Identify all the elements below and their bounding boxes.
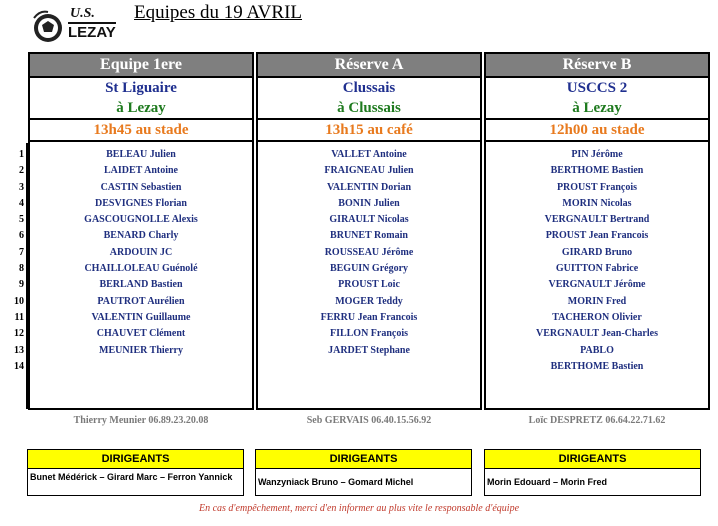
player-name: VERGNAULT Jérôme xyxy=(548,279,646,291)
player-name: FILLON François xyxy=(329,328,409,340)
dirigeants-box xyxy=(484,449,701,496)
match-place: à Lezay xyxy=(572,100,622,116)
player-name: MOGER Teddy xyxy=(335,295,403,307)
player-number-list xyxy=(8,147,24,375)
dirigeants-names: Wanzyniack Bruno – Gomard Michel xyxy=(258,477,414,487)
footer-note: En cas d'empêchement, merci d'en informer au plus vite le responsable d'équipe xyxy=(198,503,520,514)
player-name: BRUNET Romain xyxy=(330,230,408,242)
dirigeants-names: Morin Edouard – Morin Fred xyxy=(487,477,608,487)
player-name: JARDET Stephane xyxy=(328,344,410,356)
opponent-name: St Liguaire xyxy=(105,80,177,96)
match-info xyxy=(486,78,708,120)
logo-text-top: U.S. xyxy=(70,6,95,21)
team-header: Réserve B xyxy=(486,54,708,78)
player-name: VALENTIN Dorian xyxy=(327,181,411,193)
player-number: 9 xyxy=(19,279,24,291)
player-name: BEGUIN Grégory xyxy=(329,263,409,275)
opponent-name: USCCS 2 xyxy=(566,80,628,96)
player-name: LAIDET Antoine xyxy=(103,165,178,177)
player-name: PAUTROT Aurélien xyxy=(97,295,185,307)
team-contact: Loïc DESPRETZ 06.64.22.71.62 xyxy=(528,415,666,426)
player-name: PROUST Loic xyxy=(338,279,400,291)
player-name: MEUNIER Thierry xyxy=(99,344,183,356)
club-logo xyxy=(30,6,116,46)
player-name: GIRAULT Nicolas xyxy=(329,214,409,226)
opponent-name: Clussais xyxy=(342,80,396,96)
team-contact: Seb GERVAIS 06.40.15.56.92 xyxy=(306,415,432,426)
player-number: 1 xyxy=(19,149,24,160)
player-number: 11 xyxy=(14,311,24,323)
player-name: BONIN Julien xyxy=(338,197,400,209)
player-name: GUITTON Fabrice xyxy=(555,263,639,275)
player-name: CASTIN Sebastien xyxy=(100,181,182,193)
player-name: VALLET Antoine xyxy=(331,149,407,160)
match-place: à Lezay xyxy=(116,100,166,116)
team-column-reserve-b xyxy=(484,52,710,410)
player-list xyxy=(486,142,708,375)
dirigeants-title: DIRIGEANTS xyxy=(485,450,700,469)
match-place: à Clussais xyxy=(337,100,401,116)
team-column-equipe-1 xyxy=(28,52,254,410)
player-number: 6 xyxy=(19,230,24,242)
player-name: CHAUVET Clément xyxy=(96,328,186,340)
player-name: FERRU Jean Francois xyxy=(320,311,418,323)
dirigeants-box xyxy=(27,449,244,496)
player-name: DESVIGNES Florian xyxy=(95,197,187,209)
player-name: VERGNAULT Jean-Charles xyxy=(536,328,658,340)
player-name: BELEAU Julien xyxy=(106,149,176,160)
team-header: Réserve A xyxy=(258,54,480,78)
logo-text-bottom: LEZAY xyxy=(68,24,116,41)
player-number: 13 xyxy=(14,344,24,356)
player-number: 5 xyxy=(19,214,24,226)
player-name: CHAILLOLEAU Guénolé xyxy=(84,263,198,275)
player-number: 14 xyxy=(14,360,24,372)
player-name: BERTHOME Bastien xyxy=(550,360,644,372)
player-list xyxy=(258,142,480,375)
meeting-time: 13h45 au stade xyxy=(30,120,252,142)
team-header: Equipe 1ere xyxy=(30,54,252,78)
dirigeants-names: Bunet Médérick – Girard Marc – Ferron Yannick xyxy=(30,472,233,482)
player-name: MORIN Nicolas xyxy=(562,197,632,209)
player-name: BERLAND Bastien xyxy=(99,279,183,291)
player-name: ARDOUIN JC xyxy=(109,246,173,258)
player-name xyxy=(258,359,480,375)
team-contact: Thierry Meunier 06.89.23.20.08 xyxy=(73,415,209,426)
dirigeants-box xyxy=(255,449,472,496)
player-name: PROUST François xyxy=(556,181,638,193)
player-name: ROUSSEAU Jérôme xyxy=(324,246,414,258)
player-number: 8 xyxy=(19,263,24,275)
player-number: 4 xyxy=(19,197,24,209)
player-name xyxy=(30,359,252,375)
player-list xyxy=(30,142,252,375)
match-info xyxy=(30,78,252,120)
player-name: GASCOUGNOLLE Alexis xyxy=(84,214,198,226)
player-number: 3 xyxy=(19,181,24,193)
player-name: PABLO xyxy=(580,344,614,356)
player-number: 7 xyxy=(19,246,24,258)
match-info xyxy=(258,78,480,120)
player-number: 12 xyxy=(14,328,24,340)
player-number: 2 xyxy=(19,165,24,177)
player-name: MORIN Fred xyxy=(567,295,627,307)
team-column-reserve-a xyxy=(256,52,482,410)
player-name: FRAIGNEAU Julien xyxy=(324,165,414,177)
meeting-time: 12h00 au stade xyxy=(486,120,708,142)
page-title: Equipes du 19 AVRIL xyxy=(134,2,303,23)
player-name: VERGNAULT Bertrand xyxy=(544,214,650,226)
player-name: PIN Jérôme xyxy=(571,149,623,160)
player-name: BERTHOME Bastien xyxy=(550,165,644,177)
dirigeants-title: DIRIGEANTS xyxy=(28,450,243,469)
player-name: PROUST Jean Francois xyxy=(545,230,649,242)
meeting-time: 13h15 au café xyxy=(258,120,480,142)
player-name: BENARD Charly xyxy=(103,230,179,242)
player-number: 10 xyxy=(14,295,24,307)
dirigeants-title: DIRIGEANTS xyxy=(256,450,471,469)
player-name: TACHERON Olivier xyxy=(552,311,642,323)
player-name: VALENTIN Guillaume xyxy=(91,311,191,323)
player-name: GIRARD Bruno xyxy=(561,246,633,258)
